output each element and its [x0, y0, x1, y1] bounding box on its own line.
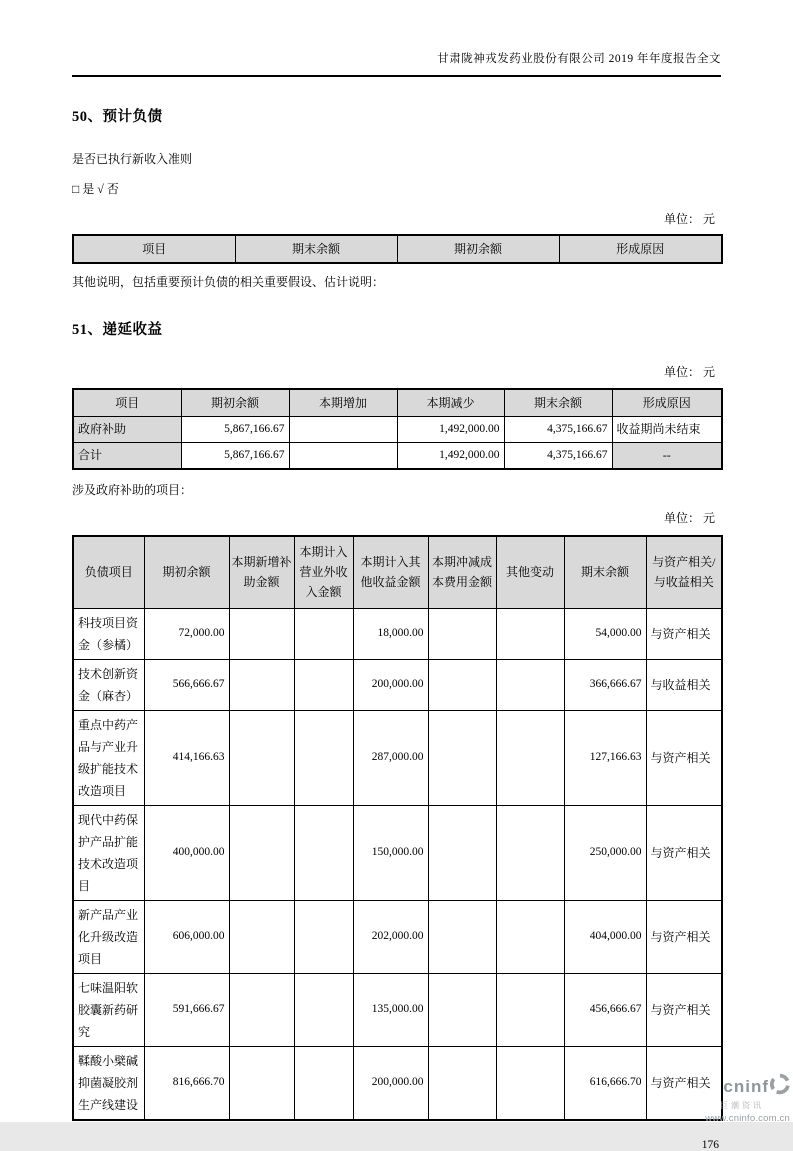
closing-balance: 4,375,166.67: [504, 443, 612, 470]
table-row-total: [73, 443, 722, 470]
cost-offset-amount: [428, 659, 496, 710]
row-label: 政府补助: [73, 417, 181, 443]
col-header: 负债项目: [73, 536, 144, 608]
cninfo-watermark: [660, 1074, 790, 1124]
col-header: 期末余额: [504, 389, 612, 417]
non-operating-income-amount: [294, 659, 353, 710]
new-subsidy-amount: [229, 608, 294, 659]
project-name: 现代中药保护产品扩能技术改造项目: [73, 805, 144, 900]
asset-income-relation: 与收益相关: [646, 659, 722, 710]
new-subsidy-amount: [229, 659, 294, 710]
section-51-title: 51、递延收益: [72, 322, 163, 338]
project-name: 七味温阳软胶囊新药研究: [73, 973, 144, 1046]
other-changes: [496, 608, 564, 659]
cninfo-swirl-icon: [770, 1074, 790, 1099]
table-row-project: [73, 973, 722, 1046]
col-header: 本期计入营业外收入金额: [294, 536, 353, 608]
cninfo-chinese-name: 巨潮资讯: [720, 1101, 764, 1110]
non-operating-income-amount: [294, 973, 353, 1046]
non-operating-income-amount: [294, 900, 353, 973]
new-subsidy-amount: [229, 973, 294, 1046]
col-header: 本期新增补助金额: [229, 536, 294, 608]
estimated-liabilities-table: [72, 234, 723, 264]
other-changes: [496, 973, 564, 1046]
table-header-row: [73, 389, 722, 417]
other-income-amount: 150,000.00: [353, 805, 428, 900]
opening-balance: 72,000.00: [144, 608, 229, 659]
col-header: 本期冲减成本费用金额: [428, 536, 496, 608]
cost-offset-amount: [428, 1046, 496, 1120]
asset-income-relation: 与资产相关: [646, 973, 722, 1046]
document-header-title: 甘肃陇神戎发药业股份有限公司 2019 年年度报告全文: [72, 50, 721, 77]
formation-reason: 收益期尚未结束: [612, 417, 722, 443]
col-header: 本期增加: [289, 389, 397, 417]
new-subsidy-amount: [229, 900, 294, 973]
cost-offset-amount: [428, 973, 496, 1046]
col-header: 形成原因: [612, 389, 722, 417]
closing-balance: 127,166.63: [564, 710, 646, 805]
new-subsidy-amount: [229, 805, 294, 900]
cost-offset-amount: [428, 710, 496, 805]
opening-balance: 591,666.67: [144, 973, 229, 1046]
col-header: 项目: [73, 235, 235, 263]
col-header: 期末余额: [564, 536, 646, 608]
col-header: 期初余额: [397, 235, 559, 263]
unit-label-1: 单位： 元: [663, 212, 715, 226]
yes-no-checkbox-line: □ 是 √ 否: [72, 182, 119, 196]
asset-income-relation: 与资产相关: [646, 608, 722, 659]
closing-balance: 616,666.70: [564, 1046, 646, 1120]
closing-balance: 250,000.00: [564, 805, 646, 900]
project-name: 鞣酸小檗碱抑菌凝胶剂生产线建设: [73, 1046, 144, 1120]
period-decrease: 1,492,000.00: [397, 443, 504, 470]
non-operating-income-amount: [294, 1046, 353, 1120]
table-row-project: [73, 805, 722, 900]
table-row-project: [73, 608, 722, 659]
page-content: [72, 0, 721, 1151]
col-header: 期初余额: [144, 536, 229, 608]
col-header: 期末余额: [235, 235, 397, 263]
cost-offset-amount: [428, 608, 496, 659]
new-revenue-standard-question: 是否已执行新收入准则: [72, 152, 193, 166]
section-50-title: 50、预计负债: [72, 109, 163, 125]
closing-balance: 54,000.00: [564, 608, 646, 659]
closing-balance: 4,375,166.67: [504, 417, 612, 443]
opening-balance: 5,867,166.67: [181, 443, 289, 470]
cost-offset-amount: [428, 805, 496, 900]
col-header: 形成原因: [559, 235, 722, 263]
table-header-row: [73, 536, 722, 608]
other-notes-line: 其他说明，包括重要预计负债的相关重要假设、估计说明：: [72, 275, 385, 289]
project-name: 科技项目资金（参橘）: [73, 608, 144, 659]
opening-balance: 5,867,166.67: [181, 417, 289, 443]
new-subsidy-amount: [229, 710, 294, 805]
cost-offset-amount: [428, 900, 496, 973]
unit-label-2: 单位： 元: [663, 365, 715, 379]
non-operating-income-amount: [294, 608, 353, 659]
opening-balance: 400,000.00: [144, 805, 229, 900]
project-name: 新产品产业化升级改造项目: [73, 900, 144, 973]
table-header-row: [73, 235, 722, 263]
opening-balance: 606,000.00: [144, 900, 229, 973]
table-row-project: [73, 900, 722, 973]
table-row-government-subsidy: [73, 417, 722, 443]
col-header: 本期计入其他收益金额: [353, 536, 428, 608]
closing-balance: 456,666.67: [564, 973, 646, 1046]
asset-income-relation: 与资产相关: [646, 1046, 722, 1120]
asset-income-relation: 与资产相关: [646, 900, 722, 973]
project-name: 技术创新资金（麻杏）: [73, 659, 144, 710]
other-changes: [496, 659, 564, 710]
col-header: 项目: [73, 389, 181, 417]
other-income-amount: 135,000.00: [353, 973, 428, 1046]
col-header: 本期减少: [397, 389, 504, 417]
opening-balance: 816,666.70: [144, 1046, 229, 1120]
opening-balance: 414,166.63: [144, 710, 229, 805]
unit-label-3: 单位： 元: [663, 511, 715, 525]
col-header: 期初余额: [181, 389, 289, 417]
other-income-amount: 200,000.00: [353, 659, 428, 710]
subsidy-projects-table: [72, 535, 723, 1121]
period-decrease: 1,492,000.00: [397, 417, 504, 443]
table-row-project: [73, 710, 722, 805]
other-income-amount: 200,000.00: [353, 1046, 428, 1120]
other-income-amount: 18,000.00: [353, 608, 428, 659]
cninfo-url: www.cninfo.com.cn: [705, 1113, 790, 1124]
other-changes: [496, 805, 564, 900]
page-number: 176: [701, 1138, 719, 1151]
cninfo-logo-text: cninf: [723, 1077, 769, 1096]
asset-income-relation: 与资产相关: [646, 710, 722, 805]
project-name: 重点中药产品与产业升级扩能技术改造项目: [73, 710, 144, 805]
other-changes: [496, 900, 564, 973]
non-operating-income-amount: [294, 710, 353, 805]
period-increase: [289, 443, 397, 470]
deferred-income-table: [72, 388, 723, 470]
closing-balance: 366,666.67: [564, 659, 646, 710]
new-subsidy-amount: [229, 1046, 294, 1120]
other-changes: [496, 1046, 564, 1120]
closing-balance: 404,000.00: [564, 900, 646, 973]
government-subsidy-projects-label: 涉及政府补助的项目：: [72, 483, 193, 497]
row-label: 合计: [73, 443, 181, 470]
col-header: 其他变动: [496, 536, 564, 608]
table-row-project: [73, 659, 722, 710]
other-income-amount: 202,000.00: [353, 900, 428, 973]
asset-income-relation: 与资产相关: [646, 805, 722, 900]
other-income-amount: 287,000.00: [353, 710, 428, 805]
non-operating-income-amount: [294, 805, 353, 900]
period-increase: [289, 417, 397, 443]
table-row-project: [73, 1046, 722, 1120]
formation-reason: --: [612, 443, 722, 470]
other-changes: [496, 710, 564, 805]
col-header: 与资产相关/与收益相关: [646, 536, 722, 608]
opening-balance: 566,666.67: [144, 659, 229, 710]
